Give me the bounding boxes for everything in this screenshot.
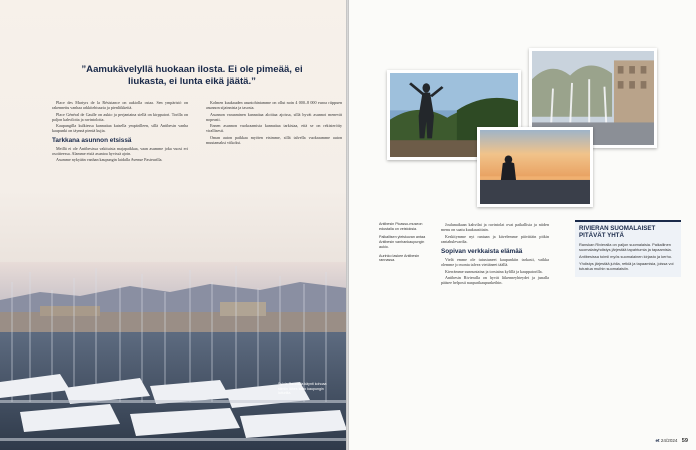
paragraph: Vielä emme ole tutustuneet kaupunkiin tarkasti, vaikka olemme jo monta talvea viettäneet täällä. bbox=[441, 257, 549, 268]
subheading: Sopivan verkkaista elämää bbox=[441, 248, 523, 256]
pull-quote: ”Aamukävelyllä huokaan ilosta. Ei ole pimeää, ei liukasta, ei lunta eikä jäätä.” bbox=[81, 64, 303, 87]
paragraph: Asumme nykyään vanhan kaupungin laidalla Avenue Pasteurilla. bbox=[56, 157, 163, 163]
right-page bbox=[349, 0, 696, 450]
text-column-3 bbox=[441, 222, 549, 287]
paragraph: Joulunaikaan kahvilat ja ravintolat ovat paikallisia ja niiden menu on saatu kuukausittain. bbox=[441, 222, 549, 233]
paragraph: Ennen asunnon vuokraamista kannattaa tarkistaa, että se on rekisteröity virallisesti. bbox=[206, 123, 342, 134]
paragraph: Kaupungilla kulkiessa kannattaa katsella ympärilleen, sillä Antibesin vanha kaupunki on täynnä pieniä kujia. bbox=[52, 123, 188, 134]
sidebar-paragraph: Antibesissa toimii myös suomalainen kirjasto ja kerho. bbox=[579, 254, 672, 260]
left-page bbox=[0, 0, 347, 450]
issue-number: 24/2024 bbox=[660, 438, 678, 443]
brand-logo: et bbox=[655, 438, 660, 443]
sidebar-paragraph: Yhdistys järjestää juhlia, retkiä ja tapaamisia, joissa voi tutustua muihin suomalaisiin. bbox=[579, 261, 674, 272]
harbour-photo bbox=[0, 262, 347, 450]
page-number: 59 bbox=[681, 438, 688, 444]
paragraph: Antibesin Rivieralla on hyvät liikenneyhteydet ja junalla pääsee helposti naapurikaupunkeihin. bbox=[441, 275, 549, 286]
paragraph: Keskitymme nyt rantaan ja kävelemme päivittäin pitkin rantabulevardia. bbox=[441, 233, 549, 244]
paragraph: Asunnon varaaminen kannattaa aloittaa ajoissa, sillä hyvät asunnot menevät nopeasti. bbox=[206, 111, 342, 122]
paragraph: Oman auton paikkaa myöten etsimme, sillä talvella vuokraamme auton muutamaksi viikoksi. bbox=[206, 134, 342, 146]
caption: Palkallisen yleiskuvan antaa Antibesin vanhankaupungin aukio. bbox=[379, 235, 426, 249]
photo-caption: Sylvia Ravelalla käynti kohoaa silmiin lähes koko kaupungin laiturilta. bbox=[278, 382, 327, 396]
paragraph: Place Général de Gaulle on aukio ja perjantaina siellä on kirpputori. Torilla on paljon kahviloita ja ravintoloita. bbox=[52, 111, 188, 122]
text-column-2 bbox=[206, 100, 342, 146]
sunset-photo bbox=[477, 127, 593, 207]
caption: Antibesin Picasso-museon edustalla on veistoksia. bbox=[379, 222, 423, 231]
subheading: Tarkkana asunnon etsissä bbox=[52, 136, 132, 144]
paragraph: Kolmen kuukauden asuntohintamme on ollut noin 4 000–8 000 euroa riippuen asunnon sijainnista ja tasosta. bbox=[206, 100, 342, 111]
sidebar-box bbox=[575, 220, 681, 277]
paragraph: Kierrämme sunnuntaina ja torstaina kylillä ja kauppatorilla. bbox=[445, 268, 543, 274]
paragraph: Meillä ei ole Antibesissa vakituista majapaikkaa, vaan asumme joka vuosi eri osoitteessa. Alamme etsiä asuntoa hyvissä ajoin. bbox=[52, 145, 188, 157]
sidebar-title: RIVIERAN SUOMALAISET PITÄVÄT YHTÄ bbox=[579, 225, 656, 239]
text-column-1 bbox=[52, 100, 188, 164]
photo-captions bbox=[379, 222, 435, 267]
folio bbox=[656, 438, 689, 444]
sidebar-paragraph: Ranskan Rivieralla on paljon suomalaisia. Paikallinen suomalaisyhdistys järjestää tapahtumia ja tapaamisia. bbox=[579, 242, 672, 253]
caption: Aurinko laskee Antibesin rannassa. bbox=[379, 253, 420, 263]
paragraph: Place des Martyrs de la Résistance on aukiolla ostaa. Sen ympäristö on rakennettu vanhaa arkkitehtuuria ja pienliikkeitä. bbox=[52, 100, 188, 111]
